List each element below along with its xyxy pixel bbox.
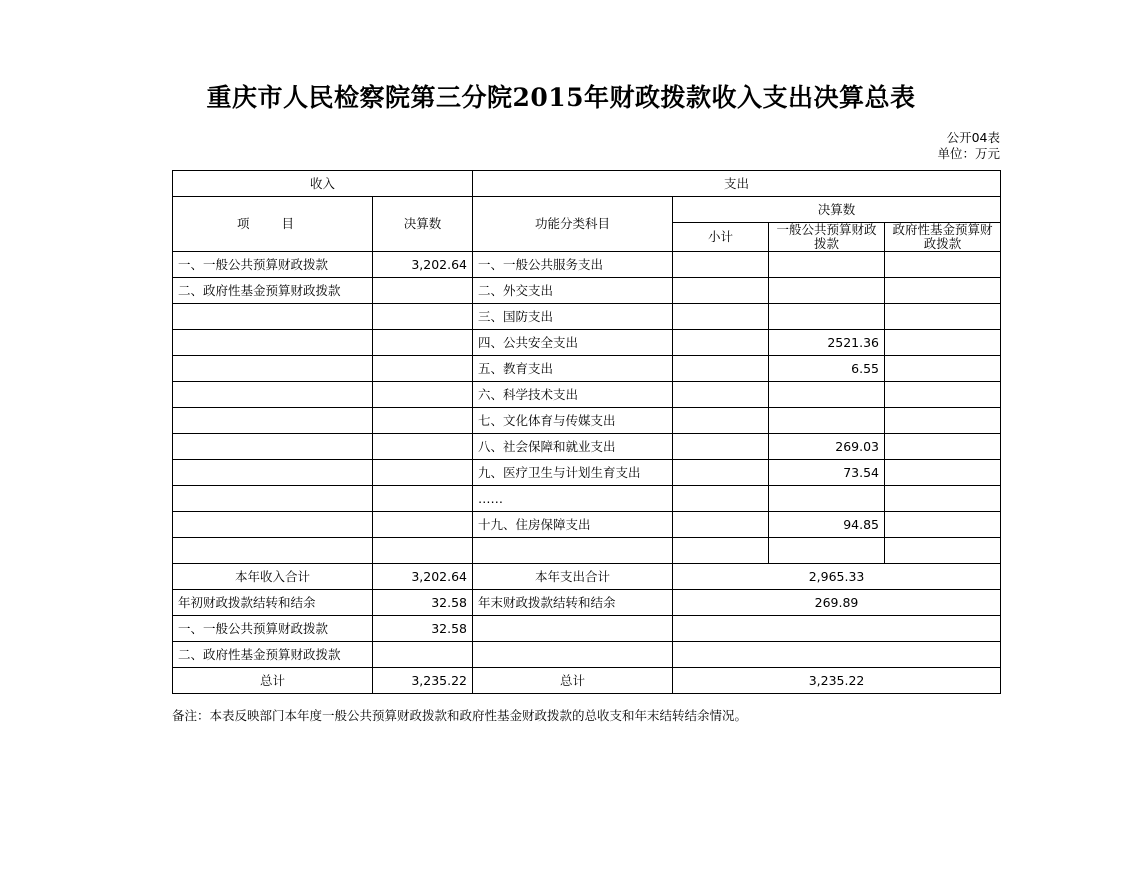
begin-carryover-label: 年初财政拨款结转和结余	[173, 590, 373, 616]
expense-subtotal	[673, 460, 769, 486]
total-value-expense: 3,235.22	[673, 668, 1001, 694]
expense-gov-fund	[885, 434, 1001, 460]
begin-general-label: 一、一般公共预算财政拨款	[173, 616, 373, 642]
expense-label: 八、社会保障和就业支出	[473, 434, 673, 460]
income-label: 一、一般公共预算财政拨款	[173, 252, 373, 278]
table-row	[173, 460, 1001, 486]
expense-subtotal	[673, 356, 769, 382]
table-row	[173, 486, 1001, 512]
page-title: 重庆市人民检察院第三分院2015年财政拨款收入支出决算总表	[206, 83, 916, 112]
expense-label: 三、国防支出	[473, 304, 673, 330]
footnote: 备注：本表反映部门本年度一般公共预算财政拨款和政府性基金财政拨款的总收支和年末结转结余情况。	[172, 708, 748, 723]
empty-expense-label	[473, 616, 673, 642]
empty-expense-label	[473, 642, 673, 668]
total-label-income: 总计	[173, 668, 373, 694]
year-expense-total-value: 2,965.33	[673, 564, 1001, 590]
expense-general-public	[769, 408, 885, 434]
total-value-income: 3,235.22	[373, 668, 473, 694]
expense-label: 七、文化体育与传媒支出	[473, 408, 673, 434]
income-label: 二、政府性基金预算财政拨款	[173, 278, 373, 304]
expense-gov-fund	[885, 512, 1001, 538]
income-value	[373, 304, 473, 330]
expense-label: ……	[473, 486, 673, 512]
income-value: 3,202.64	[373, 252, 473, 278]
form-meta	[0, 130, 1122, 162]
table-row	[173, 252, 1001, 278]
header-gov-fund: 政府性基金预算财政拨款	[885, 223, 1001, 252]
empty-expense-value	[673, 642, 1001, 668]
expense-gov-fund	[885, 330, 1001, 356]
income-label	[173, 538, 373, 564]
expense-general-public: 269.03	[769, 434, 885, 460]
expense-gov-fund	[885, 252, 1001, 278]
income-label	[173, 382, 373, 408]
begin-general-value: 32.58	[373, 616, 473, 642]
expense-label: 一、一般公共服务支出	[473, 252, 673, 278]
begin-gov-fund-value	[373, 642, 473, 668]
expense-gov-fund	[885, 460, 1001, 486]
expense-general-public: 6.55	[769, 356, 885, 382]
expense-general-public: 2521.36	[769, 330, 885, 356]
expense-label: 六、科学技术支出	[473, 382, 673, 408]
expense-general-public	[769, 278, 885, 304]
year-expense-total-label: 本年支出合计	[473, 564, 673, 590]
expense-gov-fund	[885, 304, 1001, 330]
expense-gov-fund	[885, 408, 1001, 434]
table-row	[173, 330, 1001, 356]
header-general-public: 一般公共预算财政拨款	[769, 223, 885, 252]
income-value	[373, 382, 473, 408]
expense-label: 二、外交支出	[473, 278, 673, 304]
document-page	[0, 78, 1122, 871]
financial-table	[172, 170, 1001, 694]
header-income-item: 项 目	[173, 197, 373, 252]
table-header-row-sub1	[173, 197, 1001, 223]
header-subtotal: 小计	[673, 223, 769, 252]
expense-subtotal	[673, 512, 769, 538]
income-value	[373, 538, 473, 564]
expense-general-public	[769, 252, 885, 278]
table-header-row-group	[173, 171, 1001, 197]
income-value	[373, 408, 473, 434]
year-income-total-label: 本年收入合计	[173, 564, 373, 590]
expense-subtotal	[673, 252, 769, 278]
expense-subtotal	[673, 330, 769, 356]
year-income-total-value: 3,202.64	[373, 564, 473, 590]
expense-subtotal	[673, 538, 769, 564]
summary-row-year-total	[173, 564, 1001, 590]
income-label	[173, 304, 373, 330]
begin-gov-fund-label: 二、政府性基金预算财政拨款	[173, 642, 373, 668]
expense-label: 十九、住房保障支出	[473, 512, 673, 538]
summary-row-total	[173, 668, 1001, 694]
table-row	[173, 356, 1001, 382]
table-row	[173, 382, 1001, 408]
table-row	[173, 434, 1001, 460]
table-row	[173, 538, 1001, 564]
summary-row-begin-gov-fund	[173, 642, 1001, 668]
expense-label	[473, 538, 673, 564]
header-expense-group: 支出	[473, 171, 1001, 197]
expense-label: 五、教育支出	[473, 356, 673, 382]
empty-expense-value	[673, 616, 1001, 642]
expense-subtotal	[673, 408, 769, 434]
expense-gov-fund	[885, 538, 1001, 564]
header-income-group: 收入	[173, 171, 473, 197]
expense-gov-fund	[885, 486, 1001, 512]
expense-subtotal	[673, 486, 769, 512]
expense-general-public: 73.54	[769, 460, 885, 486]
expense-subtotal	[673, 304, 769, 330]
expense-gov-fund	[885, 382, 1001, 408]
income-label	[173, 486, 373, 512]
income-label	[173, 356, 373, 382]
financial-table-wrapper	[0, 170, 1122, 694]
income-value	[373, 434, 473, 460]
income-value	[373, 460, 473, 486]
header-income-final: 决算数	[373, 197, 473, 252]
income-label	[173, 512, 373, 538]
expense-general-public	[769, 538, 885, 564]
expense-subtotal	[673, 434, 769, 460]
form-unit: 单位：万元	[937, 146, 1000, 161]
income-value	[373, 356, 473, 382]
expense-gov-fund	[885, 356, 1001, 382]
begin-carryover-value: 32.58	[373, 590, 473, 616]
summary-row-begin-carryover	[173, 590, 1001, 616]
expense-general-public	[769, 304, 885, 330]
income-value	[373, 278, 473, 304]
header-expense-item: 功能分类科目	[473, 197, 673, 252]
end-carryover-label: 年末财政拨款结转和结余	[473, 590, 673, 616]
end-carryover-value: 269.89	[673, 590, 1001, 616]
form-code: 公开04表	[946, 130, 1000, 145]
table-row	[173, 304, 1001, 330]
income-value	[373, 486, 473, 512]
expense-gov-fund	[885, 278, 1001, 304]
expense-general-public	[769, 486, 885, 512]
expense-subtotal	[673, 278, 769, 304]
income-label	[173, 330, 373, 356]
expense-subtotal	[673, 382, 769, 408]
income-label	[173, 460, 373, 486]
header-expense-final: 决算数	[673, 197, 1001, 223]
table-row	[173, 512, 1001, 538]
expense-label: 四、公共安全支出	[473, 330, 673, 356]
table-row	[173, 278, 1001, 304]
income-label	[173, 408, 373, 434]
table-row	[173, 408, 1001, 434]
income-label	[173, 434, 373, 460]
expense-general-public: 94.85	[769, 512, 885, 538]
income-value	[373, 330, 473, 356]
summary-row-begin-general	[173, 616, 1001, 642]
income-value	[373, 512, 473, 538]
total-label-expense: 总计	[473, 668, 673, 694]
expense-general-public	[769, 382, 885, 408]
expense-label: 九、医疗卫生与计划生育支出	[473, 460, 673, 486]
